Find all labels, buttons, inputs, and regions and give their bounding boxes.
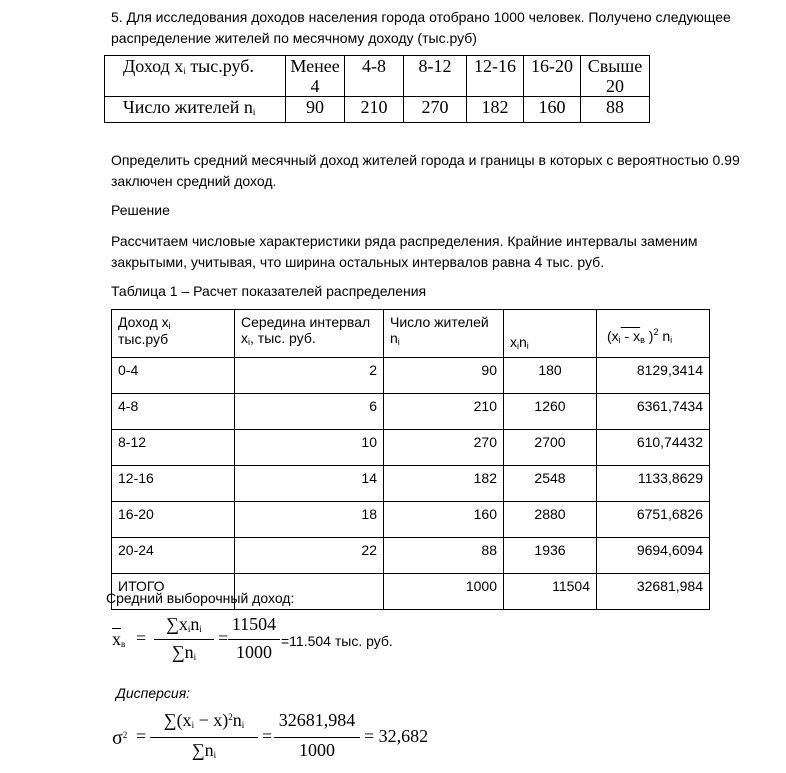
cell-text: ) [644,327,654,344]
cell-xn: 1260 [504,394,597,430]
cell-deviation: 6751,6826 [597,502,710,538]
cell-subscript: i [248,337,250,347]
cell-text: x [241,330,248,346]
cell-text: Доход x [118,314,169,330]
formula-subscript: i [213,750,217,760]
formula-superscript: 2 [228,712,233,722]
header-cell-xn [504,310,597,358]
cell-text: n [658,327,671,344]
table-header-row [112,310,710,358]
cell-text: - x [620,327,641,344]
table-cell: 182 [467,97,524,123]
table-cell: 8-12 [404,56,467,97]
cell-deviation: 6361,7434 [597,394,710,430]
cell-subscript: i [168,321,171,331]
table-cell: 4-8 [345,56,404,97]
cell-text: Число жителей [390,314,489,330]
table-cell: 12-16 [467,56,524,97]
table-row [112,502,710,538]
formula-text: n [190,614,200,634]
table-cell: 90 [286,97,345,123]
cell-superscript: 2 [653,326,659,337]
cell-deviation: 610,74432 [597,430,710,466]
problem-line-1: 5. Для исследования доходов населения города отобрано 1000 человек. Получено следующее [111,9,731,25]
table-cell: 160 [524,97,581,123]
cell-interval: 4-8 [112,394,235,430]
cell-text: Доход x [123,56,184,76]
intro-line-1: Рассчитаем числовые характеристики ряда распределения. Крайние интервалы заменим [111,233,698,249]
cell-subscript: i [618,334,621,345]
formula-subscript: i [241,720,245,730]
problem-line-2: распределение жителей по месячному доходу (тыс.руб) [111,30,477,46]
formula-text: ∑(x [163,710,192,730]
cell-xn: 2700 [504,430,597,466]
formula-subscript: i [191,720,195,730]
table-row [112,394,710,430]
mean-formula [110,612,430,668]
formula-equals: = [136,726,147,746]
fraction-bar [150,737,258,738]
formula-result: =11.504 тыс. руб. [281,633,393,649]
fraction-bar [228,639,280,640]
task-line-2: заключен средний доход. [111,173,277,189]
header-cell-income [112,310,235,358]
fraction-bar [274,737,360,738]
cell-text: (x [607,327,619,344]
table-cell: Свыше 20 [581,56,650,97]
cell-subscript: i [397,337,400,347]
formula-denominator [154,642,214,663]
cell-text: тыс.руб. [185,56,254,76]
cell-interval: 12-16 [112,466,235,502]
header-cell-midpoint [235,310,384,358]
cell-midpoint: 22 [235,538,384,574]
formula-equals: = [262,726,273,746]
cell-text: x [510,334,517,350]
calculation-table [111,309,710,610]
cell-deviation: 32681,984 [597,574,710,610]
cell-text: Число жителей n [123,97,253,117]
mean-heading: Средний выборочный доход: [106,590,295,606]
table-cell: 16-20 [524,56,581,97]
cell-subscript: в [640,334,645,345]
cell-midpoint: 10 [235,430,384,466]
distribution-table [104,55,650,123]
formula-result: = 32,682 [364,726,429,746]
cell-subscript: i [670,334,673,345]
cell-xn: 11504 [504,574,597,610]
table-cell: 270 [404,97,467,123]
cell-text: n [390,330,398,346]
cell-interval: 16-20 [112,502,235,538]
formula-equals: = [218,628,229,648]
formula-text: n [232,710,242,730]
table-row [105,97,650,123]
cell-interval: 0-4 [112,358,235,394]
formula-numerator [150,710,258,731]
table-row [112,538,710,574]
formula-denominator: 1000 [299,740,335,760]
formula-subscript: i [199,624,202,634]
table-row [105,56,650,97]
table-caption: Таблица 1 – Расчет показателей распределения [111,283,427,299]
cell-subscript: i [517,341,519,351]
formula-text: ∑n [191,740,214,760]
formula-superscript: 2 [122,730,128,740]
cell-midpoint: 14 [235,466,384,502]
formula-lhs [112,727,127,750]
formula-denominator: 1000 [236,642,272,662]
cell-subscript: i [526,341,529,351]
formula-numerator [154,614,214,635]
cell-xn: 1936 [504,538,597,574]
cell-deviation: 8129,3414 [597,358,710,394]
cell-interval: 8-12 [112,430,235,466]
variance-formula [110,708,510,768]
formula-subscript: i [193,652,197,662]
table-cell: 88 [581,97,650,123]
cell-text: Середина интервал [241,314,371,330]
header-cell-deviation [597,310,710,358]
cell-count: 1000 [384,574,504,610]
cell-count: 270 [384,430,504,466]
formula-text: − x) [194,710,229,730]
formula-symbol: σ [112,727,123,749]
task-line-1: Определить средний месячный доход жителей города и границы в которых с вероятностью 0.99 [111,152,740,168]
table-row [112,358,710,394]
cell-midpoint: 2 [235,358,384,394]
cell-text: тыс.руб [118,331,169,347]
formula-numerator: 11504 [231,614,277,634]
cell-total-label: ИТОГО [112,574,235,610]
intro-line-2: закрытыми, учитывая, что ширина остальных интервалов равна 4 тыс. руб. [111,254,605,270]
cell-midpoint: 6 [235,394,384,430]
formula-numerator: 32681,984 [278,710,356,730]
cell-xn: 2880 [504,502,597,538]
variance-heading: Дисперсия: [116,685,191,701]
cell-xn: 2548 [504,466,597,502]
cell-count: 210 [384,394,504,430]
cell-subscript: i [252,107,256,117]
table-cell [105,97,286,123]
table-cell: 210 [345,97,404,123]
cell-count: 160 [384,502,504,538]
formula-text: ∑n [171,642,194,662]
cell-midpoint: 18 [235,502,384,538]
fraction-bar [154,639,214,640]
formula-subscript: i [187,624,191,634]
table-row [112,430,710,466]
cell-count: 182 [384,466,504,502]
formula-lhs [112,629,125,650]
solution-heading: Решение [111,202,170,218]
table-cell [105,56,286,97]
formula-equals: = [136,628,147,648]
cell-text: , тыс. руб. [250,330,316,346]
table-row [112,466,710,502]
cell-deviation: 9694,6094 [597,538,710,574]
cell-count: 90 [384,358,504,394]
table-cell: Менее 4 [286,56,345,97]
cell-xn: 180 [504,358,597,394]
formula-text: ∑x [166,614,188,634]
header-cell-count [384,310,504,358]
formula-subscript: в [121,639,126,649]
cell-interval: 20-24 [112,538,235,574]
formula-denominator [150,740,258,761]
cell-deviation: 1133,8629 [597,466,710,502]
cell-subscript: i [183,66,186,76]
cell-text: n [519,334,527,350]
cell-count: 88 [384,538,504,574]
formula-symbol: $\overline{x}$ [112,629,121,649]
